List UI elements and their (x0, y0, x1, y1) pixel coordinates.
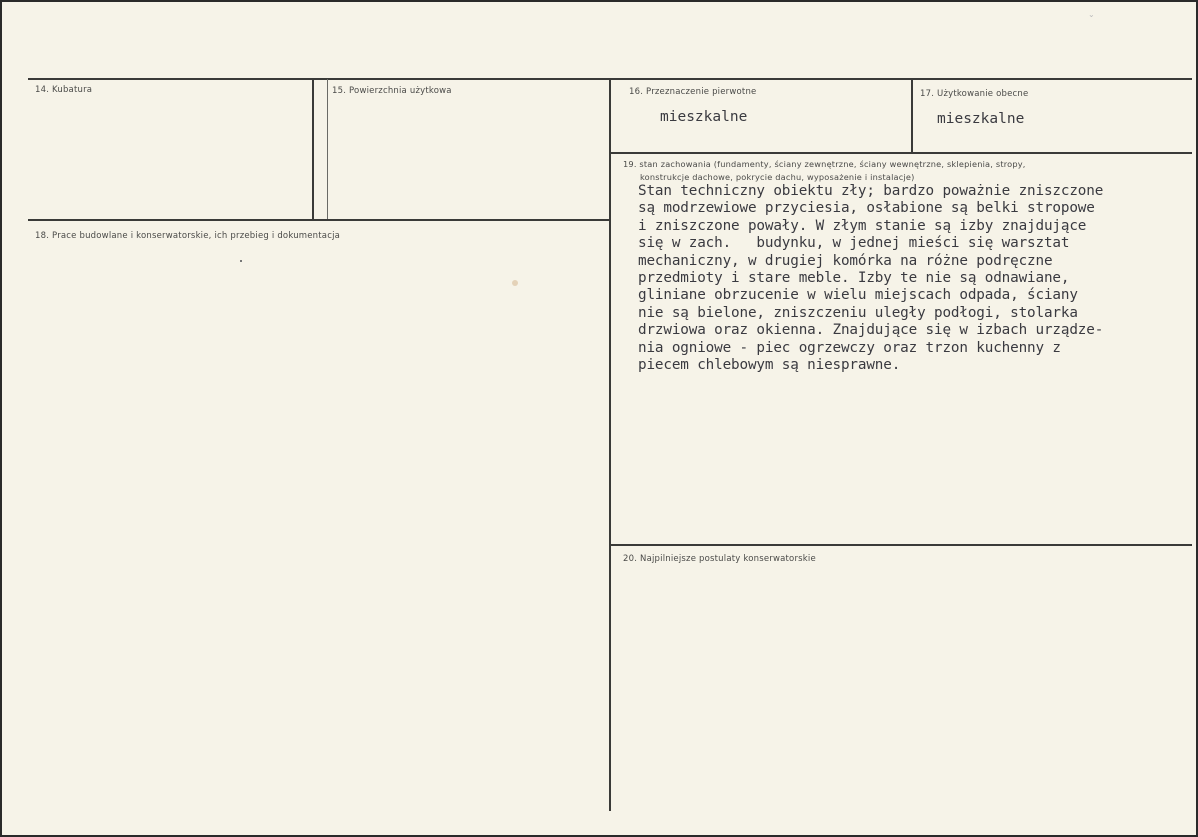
field-16-value: mieszkalne (660, 109, 748, 125)
field-19-label-line2: konstrukcje dachowe, pokrycie dachu, wyposażenie i instalacje) (640, 172, 915, 182)
corner-tick: ⌄ (1088, 10, 1095, 19)
divider-15-stub (327, 79, 328, 220)
paper-stain (512, 280, 518, 286)
rule-above-20 (610, 544, 1192, 546)
divider-16-17 (911, 79, 913, 153)
field-20-label: 20. Najpilniejsze postulaty konserwatorskie (623, 554, 816, 564)
center-divider (609, 79, 611, 811)
field-14-label: 14. Kubatura (35, 85, 93, 95)
field-17-value: mieszkalne (937, 111, 1025, 127)
field-19-label-line1: 19. stan zachowania (fundamenty, ściany zewnętrzne, ściany wewnętrzne, sklepienia, stropy, (623, 159, 1026, 169)
field-15-label: 15. Powierzchnia użytkowa (332, 86, 452, 96)
field-19-text: Stan techniczny obiektu zły; bardzo poważnie zniszczone są modrzewiowe przyciesia, osłabione są belki stropowe i zniszczone powały. W złym stanie są izby znajdujące się w zach. budynku, w jednej mieści się warsztat mechaniczny, w drugiej komórka na różne podręczne przedmioty i stare meble. Izby te nie są odnawiane, gliniane obrzucenie w wielu miejscach odpada, ściany nie są bielone, zniszczeniu uległy podłogi, stolarka drzwiowa oraz okienna. Znajdujące się w izbach urządze- nia ogniowe - piec ogrzewczy oraz trzon kuchenny z piecem chlebowym są niesprawne. (638, 183, 1104, 374)
field-16-label: 16. Przeznaczenie pierwotne (629, 87, 757, 97)
rule-under-14-15 (28, 219, 611, 221)
divider-14-15 (312, 79, 314, 220)
field-18-label: 18. Prace budowlane i konserwatorskie, ich przebieg i dokumentacja (35, 231, 341, 241)
field-17-label: 17. Użytkowanie obecne (920, 89, 1029, 99)
paper-speck (240, 260, 242, 262)
rule-under-16-17 (610, 152, 1192, 154)
